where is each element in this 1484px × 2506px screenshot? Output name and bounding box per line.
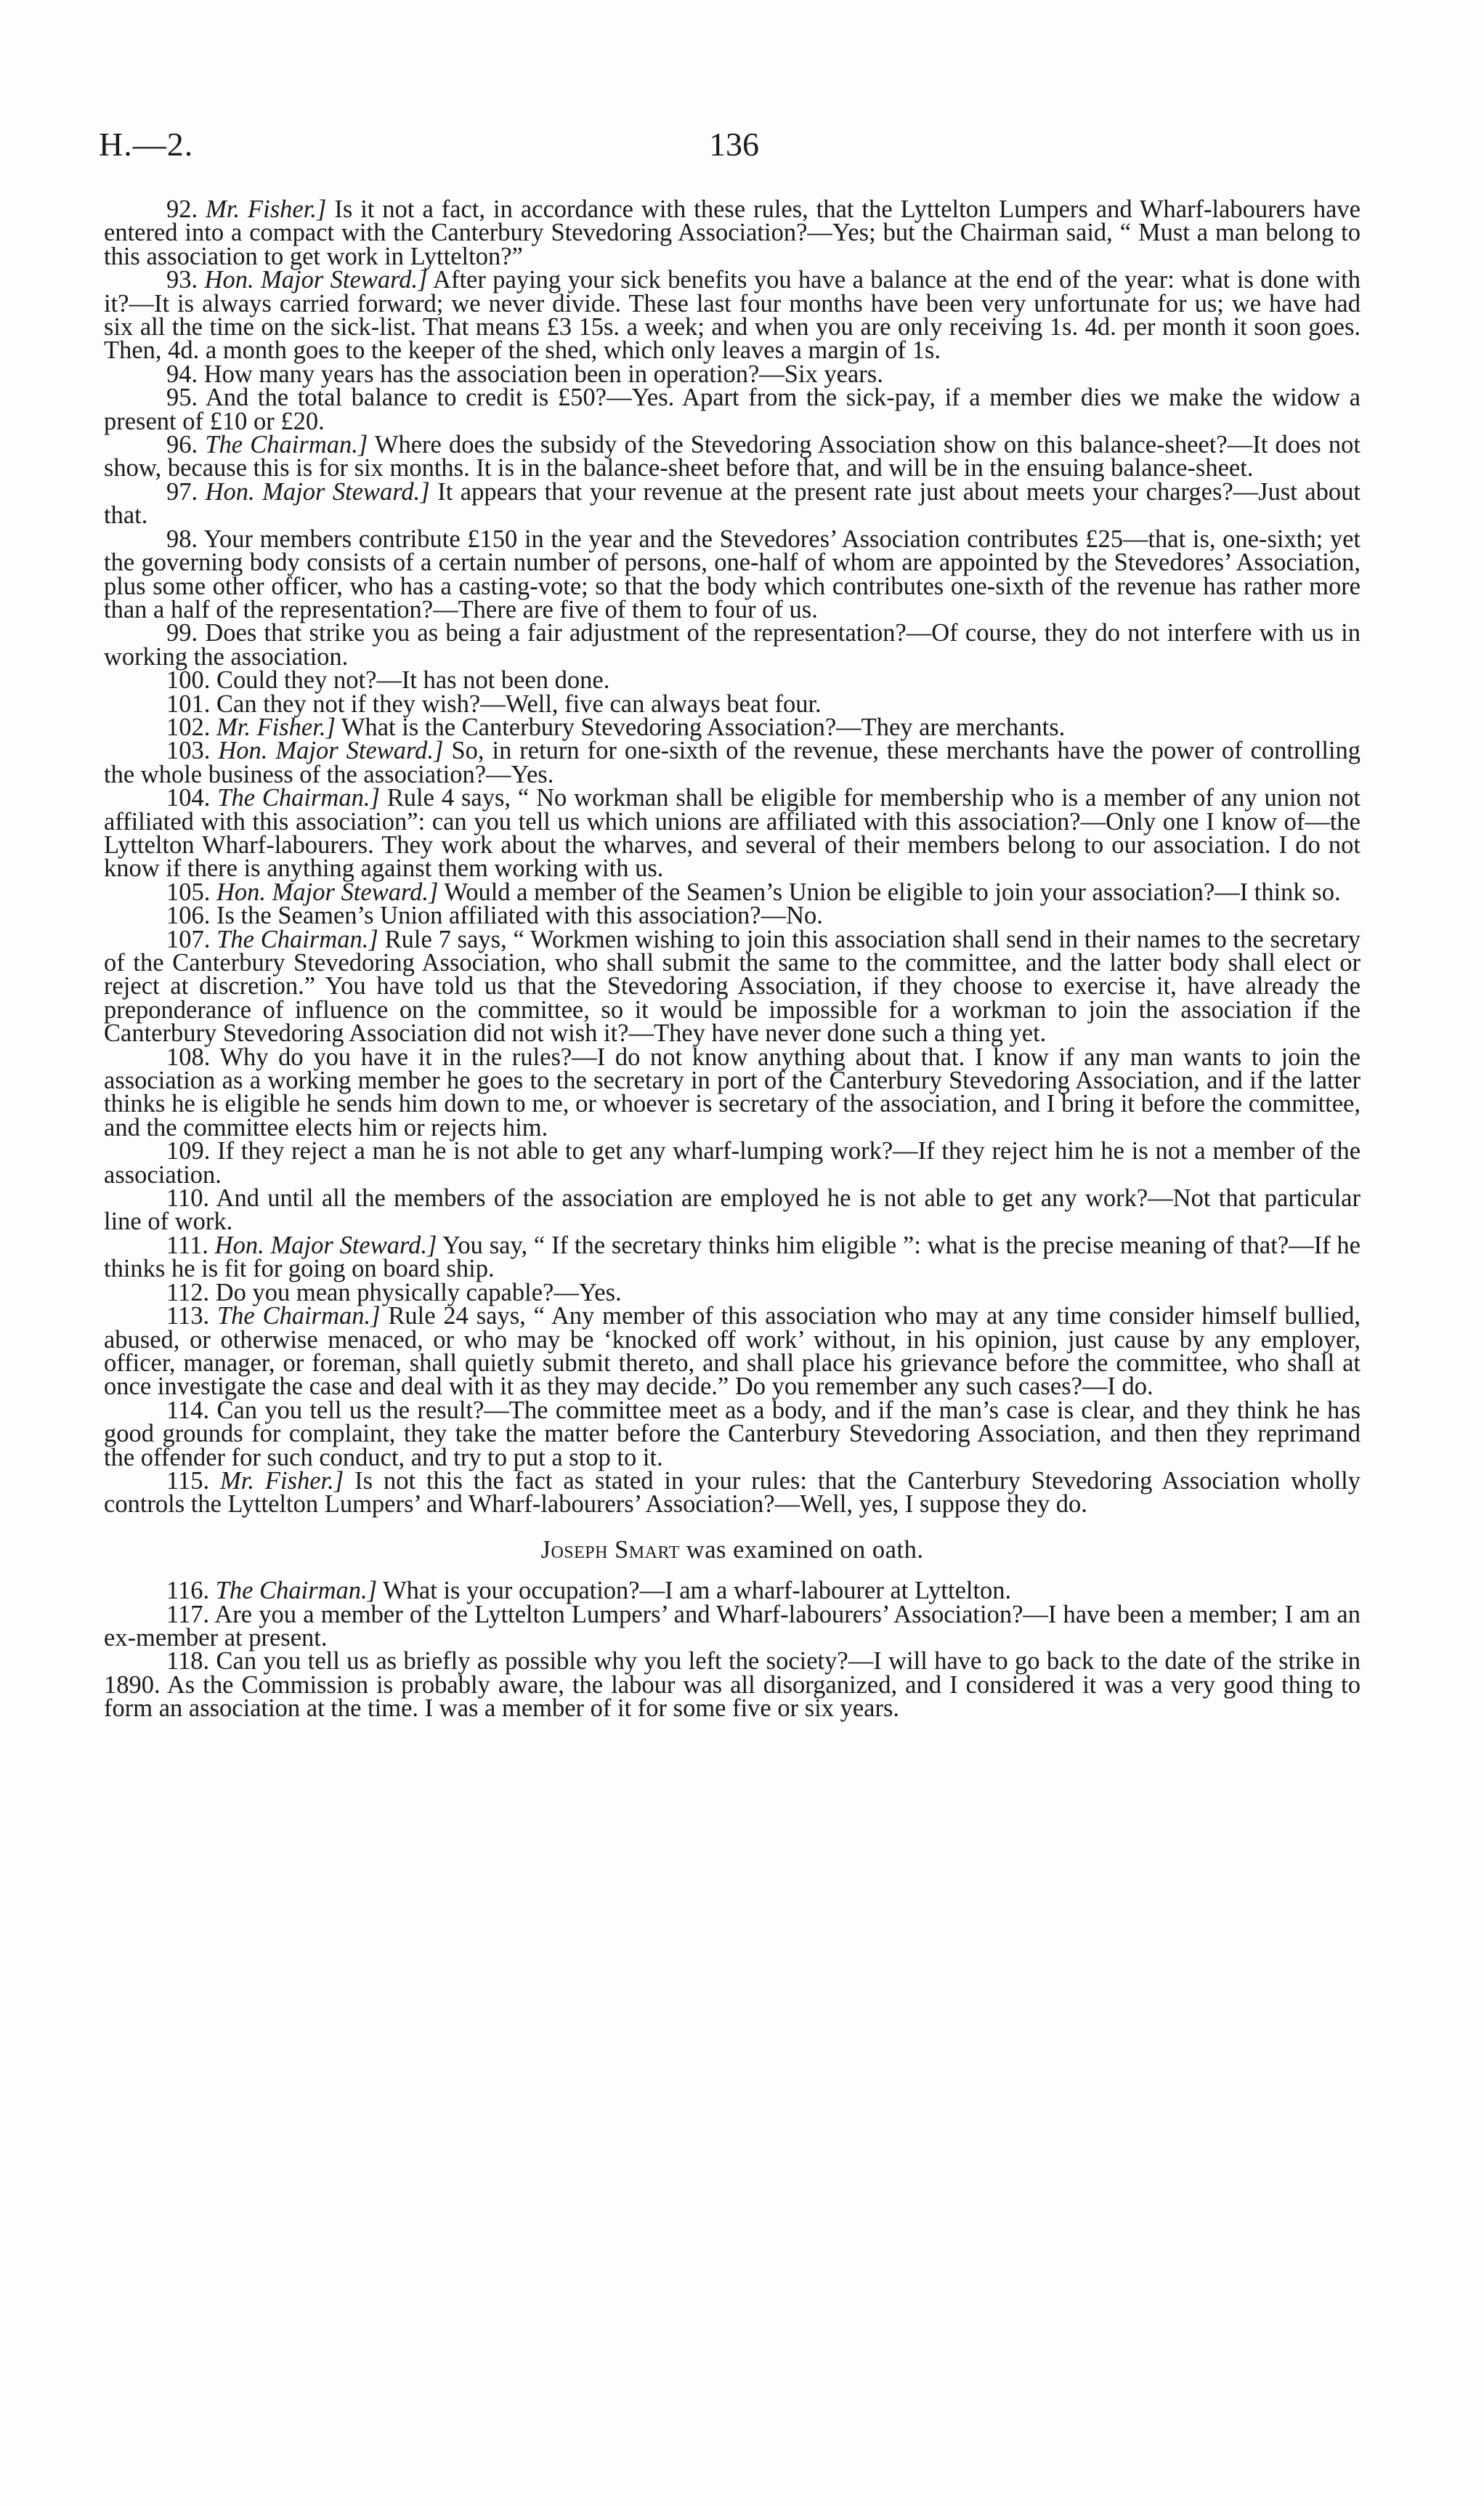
question-answer-text: What is the Canterbury Stevedoring Association?—They are merchants.	[335, 713, 1066, 741]
question-answer-text: Can you tell us as briefly as possible why you left the society?—I will have to go back to the date of the strike in 1890. As the Commission is probably aware, the labour was all disorganized, and I considered it was a very good thing to form an association at the time. I was a member of it for some five or six years.	[104, 1647, 1361, 1723]
question-answer-text: Can you tell us the result?—The committee meet as a body, and if the man’s case is clear, and they think he has good grounds for complaint, they take the matter before the Canterbury Stevedoring Association, and then they reprimand the offender for such conduct, and try to put a stop to it.	[104, 1396, 1361, 1471]
question-answer-text: You say, “ If the secretary thinks him eligible ”: what is the precise meaning of that?—If he thinks he is fit for going on board ship.	[104, 1231, 1361, 1283]
question-number: 113.	[166, 1302, 210, 1330]
question-answer-text: Can they not if they wish?—Well, five can always beat four.	[216, 690, 822, 718]
question-number: 115.	[166, 1466, 210, 1495]
testimony-paragraph	[104, 1396, 1361, 1471]
testimony-block-1	[104, 195, 1361, 1519]
testimony-paragraph	[104, 1577, 1361, 1605]
testimony-paragraph	[104, 925, 1361, 1048]
question-number: 98.	[166, 525, 198, 553]
question-number: 110.	[166, 1184, 210, 1213]
document-reference: H.—2.	[99, 126, 194, 163]
witness-heading-suffix: was examined on oath.	[679, 1535, 924, 1564]
speaker-name: The Chairman.]	[216, 925, 378, 953]
question-number: 95.	[166, 384, 198, 412]
question-answer-text: Do you mean physically capable?—Yes.	[215, 1278, 622, 1306]
speaker-name: The Chairman.]	[216, 1302, 381, 1330]
question-answer-text: Could they not?—It has not been done.	[216, 666, 610, 695]
question-number: 100.	[166, 666, 211, 695]
testimony-paragraph	[104, 386, 1361, 433]
question-number: 96.	[166, 431, 198, 459]
speaker-name: Mr. Fisher.]	[220, 1466, 344, 1495]
speaker-name: Hon. Major Steward.]	[218, 737, 444, 765]
question-answer-text: Does that strike you as being a fair adjustment of the representation?—Of course, they do not interfere with us in working the association.	[104, 619, 1361, 671]
page-header	[99, 125, 1385, 169]
testimony-paragraph	[104, 786, 1361, 881]
question-number: 108.	[166, 1043, 211, 1071]
question-number: 102.	[166, 713, 211, 741]
question-number: 97.	[166, 477, 198, 506]
testimony-paragraph	[104, 1466, 1361, 1519]
witness-heading	[104, 1535, 1361, 1564]
question-number: 104.	[166, 784, 211, 812]
question-number: 105.	[166, 878, 211, 906]
question-number: 109.	[166, 1137, 211, 1165]
question-number: 112.	[166, 1278, 210, 1306]
question-answer-text: Are you a member of the Lyttelton Lumpers’ and Wharf-labourers’ Association?—I have been a member; I am an ex-member at present.	[104, 1600, 1361, 1652]
speaker-name: Hon. Major Steward.]	[216, 878, 439, 906]
question-answer-text: What is your occupation?—I am a wharf-labourer at Lyttelton.	[377, 1577, 1012, 1605]
testimony-paragraph	[104, 713, 1361, 741]
question-answer-text: So, in return for one-sixth of the revenue, these merchants have the power of controlling the whole business of the association?—Yes.	[104, 737, 1361, 788]
question-answer-text: If they reject a man he is not able to get any wharf-lumping work?—If they reject him he is not a member of the association.	[104, 1137, 1361, 1189]
question-number: 106.	[166, 902, 211, 930]
speaker-name: Mr. Fisher.]	[206, 195, 327, 223]
question-number: 92.	[166, 195, 198, 223]
testimony-paragraph	[104, 878, 1361, 906]
question-number: 114.	[166, 1396, 210, 1424]
question-answer-text: Would a member of the Seamen’s Union be eligible to join your association?—I think so.	[438, 878, 1341, 906]
testimony-block-2	[104, 1577, 1361, 1723]
speaker-name: The Chairman.]	[217, 784, 380, 812]
testimony-paragraph	[104, 1600, 1361, 1652]
question-answer-text: Rule 24 says, “ Any member of this association who may at any time consider himself bullied, abused, or otherwise menaced, or who may be ‘knocked off work’ without, in his opinion, just cause by any employer, officer, manager, or foreman, shall quietly submit thereto, and shall place his grievance before the committee, who shall at once investigate the case and deal with it as they may decide.” Do you remember any such cases?—I do.	[104, 1302, 1361, 1401]
question-number: 111.	[166, 1231, 208, 1259]
page-number: 136	[709, 126, 759, 163]
testimony-paragraph	[104, 195, 1361, 270]
question-answer-text: And until all the members of the association are employed he is not able to get any work?—Not that particular line of work.	[104, 1184, 1361, 1236]
testimony-paragraph	[104, 1278, 1361, 1306]
speaker-name: Mr. Fisher.]	[216, 713, 336, 741]
question-answer-text: Your members contribute £150 in the year and the Stevedores’ Association contributes £25—that is, one-sixth; yet the governing body consists of a certain number of persons, one-half of whom are appointed by the Stevedores’ Association, plus some other officer, who has a casting-vote; so that the body which contributes one-sixth of the revenue has rather more than a half of the representation?—There are five of them to four of us.	[104, 525, 1361, 623]
question-answer-text: Is the Seamen’s Union affiliated with this association?—No.	[216, 902, 823, 930]
question-number: 101.	[166, 690, 211, 718]
testimony-paragraph	[104, 1043, 1361, 1141]
testimony-paragraph	[104, 1304, 1361, 1399]
testimony-paragraph	[104, 477, 1361, 530]
speaker-name: Hon. Major Steward.]	[214, 1231, 437, 1259]
testimony-paragraph	[104, 619, 1361, 671]
speaker-name: Hon. Major Steward.]	[204, 266, 428, 294]
testimony-paragraph	[104, 525, 1361, 623]
speaker-name: Hon. Major Steward.]	[205, 477, 430, 506]
testimony-paragraph	[104, 666, 1361, 695]
testimony-paragraph	[104, 1184, 1361, 1236]
question-number: 107.	[166, 925, 211, 953]
testimony-body	[104, 195, 1361, 1723]
speaker-name: The Chairman.]	[205, 431, 368, 459]
testimony-paragraph	[104, 360, 1361, 388]
question-number: 117.	[166, 1600, 210, 1628]
question-number: 94.	[166, 360, 198, 388]
testimony-paragraph	[104, 1647, 1361, 1723]
question-answer-text: And the total balance to credit is £50?—Yes. Apart from the sick-pay, if a member dies we make the widow a present of £10 or £20.	[104, 384, 1361, 435]
testimony-paragraph	[104, 692, 1361, 716]
testimony-paragraph	[104, 739, 1361, 786]
question-number: 103.	[166, 737, 211, 765]
testimony-paragraph	[104, 902, 1361, 930]
question-number: 99.	[166, 619, 198, 647]
testimony-paragraph	[104, 1139, 1361, 1187]
question-answer-text: After paying your sick benefits you have a balance at the end of the year: what is done with it?—It is always carried forward; we never divide. These last four months have been very unfortunate for us; we have had six all the time on the sick-list. That means £3 15s. a week; and when you are only receiving 1s. 4d. per month it soon goes. Then, 4d. a month goes to the keeper of the shed, which only leaves a margin of 1s.	[104, 266, 1361, 365]
question-answer-text: Rule 7 says, “ Workmen wishing to join this association shall send in their names to the secretary of the Canterbury Stevedoring Association, who shall submit the same to the committee, and the latter body shall elect or reject at discretion.” You have told us that the Stevedoring Association, if they choose to exercise it, have already the preponderance of influence on the committee, so it would be impossible for a workman to join the association if the Canterbury Stevedoring Association did not wish it?—They have never done such a thing yet.	[104, 925, 1361, 1048]
question-answer-text: How many years has the association been in operation?—Six years.	[203, 360, 883, 388]
speaker-name: The Chairman.]	[215, 1577, 378, 1605]
question-answer-text: Rule 4 says, “ No workman shall be eligible for membership who is a member of any union not affiliated with this association”: can you tell us which unions are affiliated with this association?—Only one I know of—the Lyttelton Wharf-labourers. They work about the wharves, and several of their members belong to our association. I do not know if there is anything against them working with us.	[104, 784, 1361, 883]
testimony-paragraph	[104, 433, 1361, 480]
question-number: 118.	[166, 1647, 210, 1676]
question-number: 116.	[166, 1577, 210, 1605]
witness-name: Joseph Smart	[540, 1535, 680, 1564]
question-answer-text: Is not this the fact as stated in your rules: that the Canterbury Stevedoring Association wholly controls the Lyttelton Lumpers’ and Wharf-labourers’ Association?—Well, yes, I suppose they do.	[104, 1466, 1361, 1519]
question-number: 93.	[166, 266, 198, 294]
testimony-paragraph	[104, 268, 1361, 363]
question-answer-text: Why do you have it in the rules?—I do not know anything about that. I know if any man wants to join the association as a working member he goes to the secretary in port of the Canterbury Stevedoring Association, and if the latter thinks he is eligible he sends him down to me, or whoever is secretary of the association, and I bring it before the committee, and the committee elects him or rejects him.	[104, 1043, 1361, 1141]
question-answer-text: Is it not a fact, in accordance with these rules, that the Lyttelton Lumpers and Wharf-labourers have entered into a compact with the Canterbury Stevedoring Association?—Yes; but the Chairman said, “ Must a man belong to this association to get work in Lyttelton?”	[104, 195, 1361, 270]
testimony-paragraph	[104, 1231, 1361, 1283]
question-answer-text: Where does the subsidy of the Stevedoring Association show on this balance-sheet?—It does not show, because this is for six months. It is in the balance-sheet before that, and will be in the ensuing balance-sheet.	[104, 431, 1361, 482]
question-answer-text: It appears that your revenue at the present rate just about meets your charges?—Just about that.	[104, 477, 1361, 530]
